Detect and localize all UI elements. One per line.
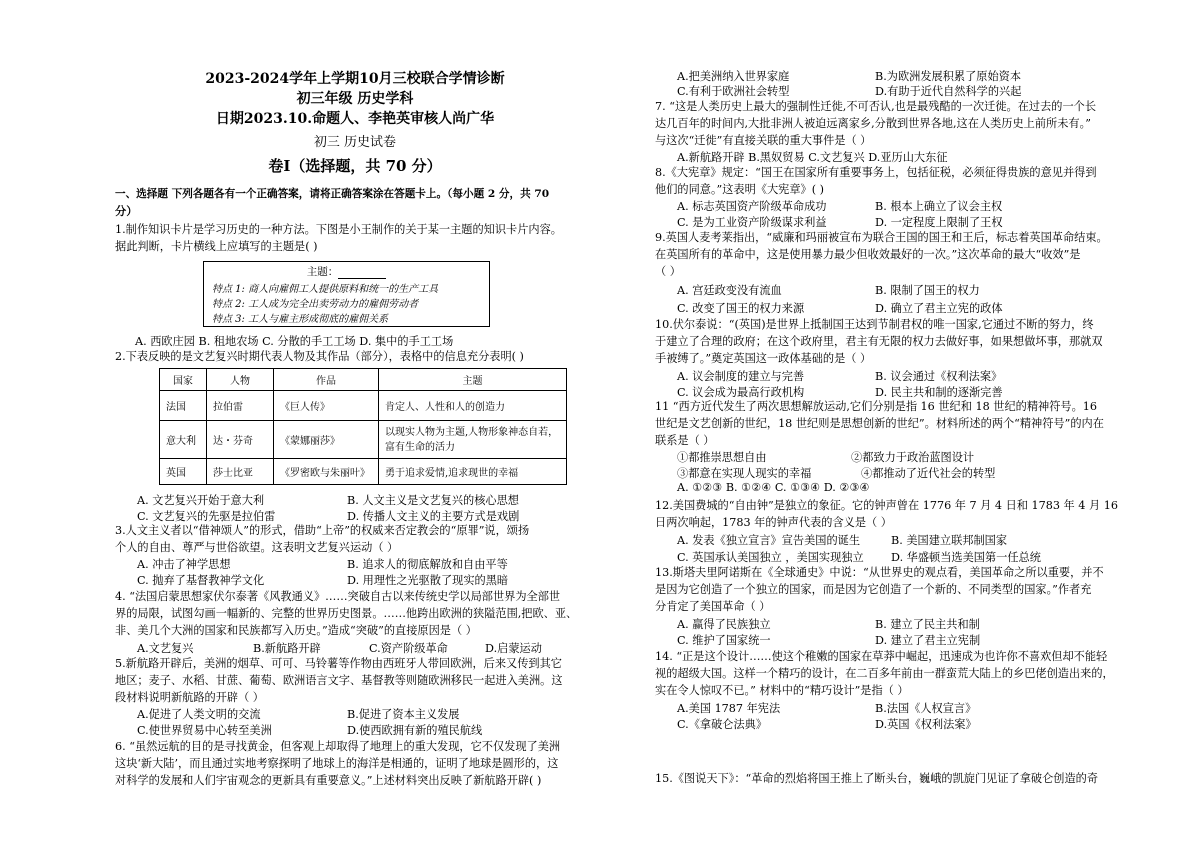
q14-option-a: A.美国 1787 年宪法 <box>677 702 781 715</box>
q5-stem-cont2: 段材料说明新航路的开辟（ ） <box>115 691 264 704</box>
q10-option-d: D. 民主共和制的逐渐完善 <box>875 386 1003 399</box>
q4-stem-cont2: 非、美几个大洲的国家和民族都写入历史。”造成“突破”的直接原因是（ ） <box>115 624 477 637</box>
q3-option-d: D. 用理性之光驱散了现实的黑暗 <box>347 574 509 587</box>
q4-stem-cont: 界的局限，试图勾画一幅新的、完整的世界历史图景。……他跨出欧洲的狭隘范围,把欧、亚、 <box>115 607 578 620</box>
q7-options: A.新航路开辟 B.黑奴贸易 C.文艺复兴 D.亚历山大东征 <box>677 151 948 164</box>
q6-stem-cont: 这块‘新大陆’，而且通过实地考察探明了地球上的海洋是相通的，证明了地球是圆形的，这 <box>115 757 559 770</box>
table-cell: 《巨人传》 <box>274 391 379 421</box>
card-feature-2: 特点 2: 工人成为完全出卖劳动力的雇佣劳动者 <box>212 299 419 310</box>
table-header: 作品 <box>274 369 379 391</box>
knowledge-card <box>203 261 490 327</box>
q14-stem: 14. “正是这个设计……使这个稚嫩的国家在草莽中崛起，迅速成为也许你不喜欢但却不能轻 <box>655 650 1108 663</box>
q14-option-b: B.法国《人权宣言》 <box>875 702 977 715</box>
left-column <box>115 0 595 847</box>
q4-option-d: D.启蒙运动 <box>485 642 542 655</box>
renaissance-table <box>159 368 567 485</box>
q10-option-c: C. 议会成为最高行政机构 <box>677 386 805 399</box>
card-title-text: 主题： <box>306 266 339 278</box>
q14-option-d: D.英国《权利法案》 <box>875 718 977 731</box>
q10-stem-cont: 于建立了合理的政府；在这个政府里，君主有无限的权力去做好事，如果想做坏事，那就双 <box>655 335 1103 348</box>
q12-stem: 12.美国费城的“自由钟”是独立的象征。它的钟声曾在 1776 年 7 月 4 日和 1783 年 4 月 16 <box>655 499 1118 512</box>
table-cell: 达・芬奇 <box>207 421 274 459</box>
q3-option-b: B. 追求人的彻底解放和自由平等 <box>347 558 508 571</box>
table-cell: 英国 <box>160 459 207 485</box>
q13-option-b: B. 建立了民主共和制 <box>875 618 980 631</box>
q8-stem-cont: 他们的同意。”这表明《大宪章》( ) <box>655 183 825 196</box>
q8-option-a: A. 标志英国资产阶级革命成功 <box>677 200 827 213</box>
card-feature-3: 特点 3: 工人与雇主形成彻底的雇佣关系 <box>212 314 389 325</box>
exam-header-line3: 日期2023.10.命题人、李艳英审核人尚广华 <box>215 111 495 127</box>
q15-stem: 15.《图说天下》：“革命的烈焰将国王推上了断头台，巍峨的凯旋门见证了拿破仑创造的奇 <box>655 772 1099 785</box>
q7-stem-cont: 达几百年的时间内,大批非洲人被迫远离家乡,分散到世界各地,这在人类历史上前所未有。” <box>655 117 1091 130</box>
table-cell: 肯定人、人性和人的创造力 <box>379 391 567 421</box>
exam-section-title: 卷Ⅰ（选择题，共 70 分） <box>268 157 442 175</box>
q13-option-d: D. 建立了君主立宪制 <box>875 634 981 647</box>
q9-option-c: C. 改变了国王的权力来源 <box>677 302 805 315</box>
q3-stem: 3.人文主义者以“借神颂人”的形式，借助“上帝”的权威来否定教会的“原罪”说，颂扬 <box>115 524 530 537</box>
knowledge-card-title <box>204 264 489 279</box>
q5-option-c: C.使世界贸易中心转至美洲 <box>137 724 272 737</box>
q13-stem-cont: 是因为它创造了一个独立的国家，而是因为它创造了一个新的、不同类型的国家。”作者充 <box>655 583 1092 596</box>
q4-stem: 4. “法国启蒙思想家伏尔泰著《风教通义》……突破自古以来传统史学以局部世界为全部世 <box>115 590 561 603</box>
right-column <box>655 0 1155 847</box>
q9-stem-cont2: （ ） <box>655 265 681 278</box>
q7-stem: 7. “这是人类历史上最大的强制性迁徙,不可否认,也是最残酷的一次迁徙。在过去的一个长 <box>655 100 1097 113</box>
section-instructions: 一、选择题 下列各题各有一个正确答案，请将正确答案涂在答题卡上。（每小题 2 分，共 70 <box>115 188 550 200</box>
table-cell: 意大利 <box>160 421 207 459</box>
q12-option-b: B. 美国建立联邦制国家 <box>891 534 1008 547</box>
q14-stem-cont: 视的超级大国。这样一个精巧的设计，在二百多年前由一群蛮荒大陆上的乡巴佬创造出来的， <box>655 667 1114 680</box>
table-header: 人物 <box>207 369 274 391</box>
q11-statement-3: ③都意在实现人现实的幸福 <box>677 467 812 480</box>
q2-option-d: D. 传播人文主义的主要方式是戏剧 <box>347 510 520 523</box>
q8-stem: 8.《大宪章》规定：“国王在国家所有重要事务上，包括征税，必须征得贵族的意见并得到 <box>655 166 1097 179</box>
q6-stem-cont2: 对科学的发展和人们宇宙观念的更新具有重要意义。”上述材料突出反映了新航路开辟( ) <box>115 774 542 787</box>
q12-option-c: C. 英国承认美国独立 ，美国实现独立 <box>677 551 864 564</box>
q8-option-b: B. 根本上确立了议会主权 <box>875 200 1003 213</box>
table-header: 国家 <box>160 369 207 391</box>
q5-stem: 5.新航路开辟后，美洲的烟草、可可、马铃薯等作物由西班牙人带回欧洲，后来又传到其它 <box>115 657 562 670</box>
q11-stem: 11 “西方近代发生了两次思想解放运动,它们分别是指 16 世纪和 18 世纪的精神符号。16 <box>655 400 1098 413</box>
q2-option-c: C. 文艺复兴的先驱是拉伯雷 <box>137 510 276 523</box>
q12-stem-cont: 日两次响起，1783 年的钟声代表的含义是（ ） <box>655 516 892 529</box>
q11-statement-4: ④都推动了近代社会的转型 <box>861 467 996 480</box>
q3-option-c: C. 抛弃了基督教神学文化 <box>137 574 265 587</box>
q11-options: A. ①②③ B. ①②④ C. ①③④ D. ②③④ <box>677 481 870 494</box>
q8-option-c: C. 是为工业资产阶级谋求利益 <box>677 216 827 229</box>
q10-option-b: B. 议会通过《权利法案》 <box>875 370 1003 383</box>
table-cell: 《罗密欧与朱丽叶》 <box>274 459 379 485</box>
q11-stem-cont: 世纪是文艺创新的世纪，18 世纪则是思想创新的世纪”。材料所述的两个“精神符号”的内在 <box>655 417 1104 430</box>
q9-option-d: D. 确立了君主立宪的政体 <box>875 302 1003 315</box>
q5-option-a: A.促进了人类文明的交流 <box>137 708 261 721</box>
table-cell: 《蒙娜丽莎》 <box>274 421 379 459</box>
q10-stem-cont2: 手被缚了。”奠定英国这一政体基础的是（ ） <box>655 352 872 365</box>
table-cell: 莎士比亚 <box>207 459 274 485</box>
table-cell: 勇于追求爱情,追求现世的幸福 <box>379 459 567 485</box>
q6-option-d: D.有助于近代自然科学的兴起 <box>875 85 1022 98</box>
exam-header-line4: 初三 历史试卷 <box>313 135 397 150</box>
q13-option-a: A. 赢得了民族独立 <box>677 618 771 631</box>
q6-option-c: C.有利于欧洲社会转型 <box>677 85 790 98</box>
q2-option-a: A. 文艺复兴开始于意大利 <box>137 494 265 507</box>
card-title-blank <box>338 278 386 279</box>
q7-stem-cont2: 与这次“迁徙”有直接关联的重大事件是（ ） <box>655 134 872 147</box>
section-instructions-cont: 分） <box>115 204 138 218</box>
q1-stem: 1.制作知识卡片是学习历史的一种方法。下图是小王制作的关于某一主题的知识卡片内容。 <box>115 223 562 236</box>
q13-stem: 13.斯塔夫里阿诺斯在《全球通史》中说：“从世界史的观点看，美国革命之所以重要，并不 <box>655 566 1104 579</box>
q2-stem: 2.下表反映的是文艺复兴时期代表人物及其作品（部分），表格中的信息充分表明( ) <box>115 350 524 363</box>
q5-option-d: D.使西欧拥有新的殖民航线 <box>347 724 483 737</box>
table-cell: 拉伯雷 <box>207 391 274 421</box>
q13-stem-cont2: 分肯定了美国革命（ ） <box>655 600 771 613</box>
q9-option-b: B. 限制了国王的权力 <box>875 284 980 297</box>
q11-statement-2: ②都致力于政治蓝图设计 <box>851 451 975 464</box>
q8-option-d: D. 一定程度上限制了王权 <box>875 216 1003 229</box>
table-cell: 法国 <box>160 391 207 421</box>
table-header: 主题 <box>379 369 567 391</box>
q11-stem-cont2: 联系是（ ） <box>655 434 715 447</box>
q10-stem: 10.伏尔泰说：“(英国)是世界上抵制国王达到节制君权的唯一国家,它通过不断的努力，终 <box>655 318 1094 331</box>
q6-stem: 6. “虽然远航的目的是寻找黄金，但客观上却取得了地理上的重大发现，它不仅发现了美洲 <box>115 740 561 753</box>
card-feature-1: 特点 1: 商人向雇佣工人提供原料和统一的生产工具 <box>212 284 439 295</box>
q4-option-b: B.新航路开辟 <box>253 642 321 655</box>
q1-stem-cont: 据此判断，卡片横线上应填写的主题是( ) <box>115 240 318 253</box>
table-cell: 以现实人物为主题,人物形象神态自若，富有生命的活力 <box>379 421 567 459</box>
q5-stem-cont: 地区；麦子、水稻、甘蔗、葡萄、欧洲语言文字、基督教等则随欧洲移民一起进入美洲。这 <box>115 674 563 687</box>
q3-option-a: A. 冲击了神学思想 <box>137 558 231 571</box>
q9-stem-cont: 在英国所有的革命中，这是使用暴力最少但收效最好的一次。”这次革命的最大“收效”是 <box>655 248 1081 261</box>
q11-statement-1: ①都推崇思想自由 <box>677 451 767 464</box>
q1-options: A. 西欧庄园 B. 租地农场 C. 分散的手工工场 D. 集中的手工工场 <box>135 335 454 348</box>
q6-option-b: B.为欧洲发展积累了原始资本 <box>875 70 1022 83</box>
q10-option-a: A. 议会制度的建立与完善 <box>677 370 805 383</box>
q5-option-b: B.促进了资本主义发展 <box>347 708 460 721</box>
q4-option-c: C.资产阶级革命 <box>369 642 448 655</box>
q12-option-d: D. 华盛顿当选美国第一任总统 <box>891 551 1041 564</box>
q2-option-b: B. 人文主义是文艺复兴的核心思想 <box>347 494 519 507</box>
q12-option-a: A. 发表《独立宣言》宣告美国的诞生 <box>677 534 861 547</box>
q3-stem-cont: 个人的自由、尊严与世俗欲望。这表明文艺复兴运动（ ） <box>115 541 399 554</box>
q6-option-a: A.把美洲纳入世界家庭 <box>677 70 790 83</box>
q14-stem-cont2: 实在令人惊叹不已。” 材料中的“精巧设计”是指（ ） <box>655 684 909 697</box>
exam-header-line1: 2023-2024学年上学期10月三校联合学情诊断 <box>205 71 505 87</box>
q9-stem: 9.英国人麦考莱指出，“威廉和玛丽被宣布为联合王国的国王和王后，标志着英国革命结束。 <box>655 231 1108 244</box>
q4-option-a: A.文艺复兴 <box>137 642 194 655</box>
q14-option-c: C.《拿破仑法典》 <box>677 718 768 731</box>
q9-option-a: A. 宫廷政变没有流血 <box>677 284 782 297</box>
q13-option-c: C. 维护了国家统一 <box>677 634 771 647</box>
exam-header-line2: 初三年级 历史学科 <box>296 91 414 107</box>
